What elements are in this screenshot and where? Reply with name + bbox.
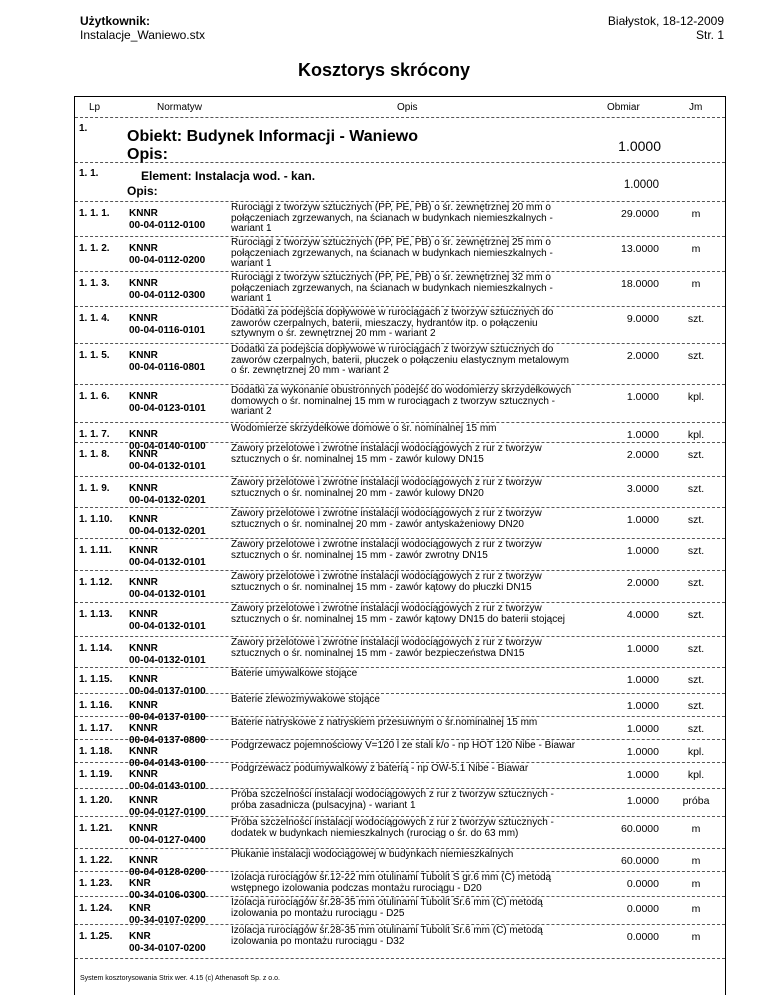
- row-opis: Zawory przelotowe i zwrotne instalacji wodociągowych z rur z tworzyw sztucznych o śr. nominalnej 15 mm - zawór kulowy DN15: [231, 443, 542, 465]
- row-obmiar: 1.0000: [626, 545, 659, 557]
- table-row: [75, 897, 725, 925]
- normatyw-code: 00-04-0112-0100: [129, 220, 206, 231]
- row-jm: szt.: [687, 483, 705, 495]
- row-lp: 1. 1.24.: [79, 903, 113, 914]
- normatyw-code: 00-34-0107-0200: [129, 915, 206, 926]
- row-obmiar: 4.0000: [626, 609, 659, 621]
- table-row: [75, 508, 725, 539]
- table-row: [75, 849, 725, 878]
- row-obmiar: 13.0000: [621, 243, 659, 255]
- row-lp: 1. 1.14.: [79, 643, 113, 654]
- col-jm: Jm: [689, 102, 703, 113]
- row-jm: m: [691, 878, 701, 890]
- row-normatyw: [129, 903, 229, 927]
- row-obmiar: 1.0000: [626, 723, 659, 735]
- row-lp: 1. 1.23.: [79, 878, 113, 889]
- row-lp: 1. 1.10.: [79, 514, 113, 525]
- row-obmiar: 60.0000: [621, 823, 659, 835]
- row-normatyw: [129, 243, 229, 267]
- row-jm: szt.: [687, 577, 705, 589]
- row-lp: 1. 1. 2.: [79, 243, 110, 254]
- row-opis: Próba szczelności instalacji wodociągowych z rur z tworzyw sztucznych - próba zasadnicza (pulsacyjna) - wariant 1: [231, 789, 554, 811]
- row-lp: 1. 1. 1.: [79, 208, 110, 219]
- table-header: [75, 97, 725, 118]
- row-opis: Izolacja rurociągów śr.28-35 mm otulinami Tubolit Sr.6 mm (C) metodą izolowania po montażu rurociągu - D32: [231, 925, 543, 947]
- row-lp: 1. 1.17.: [79, 723, 113, 734]
- row-opis: Zawory przelotowe i zwrotne instalacji wodociągowych z rur z tworzyw sztucznych o śr. nominalnej 20 mm - zawór kulowy DN20: [231, 477, 542, 499]
- row-opis: Dodatki za podejścia dopływowe w rurociągach z tworzyw sztucznych do zaworów czerpalnych, baterii, mieszaczy, hydrantów itp. o połączeniu sztywnym o śr. zewnętrznej 20 mm - wariant 2: [231, 307, 554, 339]
- row-jm: kpl.: [687, 391, 705, 403]
- normatyw-catalog: KNNR: [129, 700, 158, 711]
- normatyw-code: 00-04-0137-0800: [129, 735, 206, 746]
- row-jm: m: [691, 855, 701, 867]
- table-row: [75, 603, 725, 637]
- row-lp: 1. 1.18.: [79, 746, 113, 757]
- element-obmiar: 1.0000: [623, 179, 659, 191]
- normatyw-code: 00-04-0132-0201: [129, 495, 206, 506]
- row-lp: 1. 1. 5.: [79, 350, 110, 361]
- element-title: [127, 169, 315, 199]
- row-lp: 1. 1. 3.: [79, 278, 110, 289]
- normatyw-catalog: KNNR: [129, 823, 158, 834]
- normatyw-code: 00-04-0137-0100: [129, 712, 206, 723]
- object-obmiar: 1.0000: [618, 138, 661, 154]
- table-row: [75, 344, 725, 385]
- row-normatyw: [129, 278, 229, 302]
- normatyw-code: 00-04-0132-0101: [129, 557, 206, 568]
- row-lp: 1. 1. 7.: [79, 429, 110, 440]
- row-lp: 1. 1. 9.: [79, 483, 110, 494]
- normatyw-code: 00-04-0132-0101: [129, 621, 206, 632]
- normatyw-code: 00-04-0132-0201: [129, 526, 206, 537]
- row-obmiar: 3.0000: [626, 483, 659, 495]
- normatyw-catalog: KNNR: [129, 577, 158, 588]
- footer: System kosztorysowania Strix wer. 4.15 (c) Athenasoft Sp. z o.o.: [80, 975, 280, 982]
- normatyw-code: 00-04-0132-0101: [129, 589, 206, 600]
- row-jm: kpl.: [687, 746, 705, 758]
- row-jm: szt.: [687, 723, 705, 735]
- row-lp: 1. 1.25.: [79, 931, 113, 942]
- row-obmiar: 0.0000: [626, 878, 659, 890]
- row-opis: Izolacja rurociągów śr.12-22 mm otulinami Tubolit S gr.6 mm (C) metodą wstępnego izolowania podczas montażu rurociągu - D20: [231, 872, 552, 894]
- row-normatyw: [129, 514, 229, 538]
- normatyw-code: 00-04-0116-0101: [129, 325, 206, 336]
- element-lp: 1. 1.: [79, 168, 99, 179]
- row-obmiar: 1.0000: [626, 514, 659, 526]
- normatyw-code: 00-04-0132-0101: [129, 655, 206, 666]
- header-left: [80, 14, 205, 42]
- row-normatyw: [129, 931, 229, 955]
- row-jm: szt.: [687, 643, 705, 655]
- table-row: [75, 237, 725, 272]
- table-row: [75, 789, 725, 817]
- row-obmiar: 1.0000: [626, 391, 659, 403]
- document-title: Kosztorys skrócony: [297, 60, 471, 80]
- row-opis: Rurociągi z tworzyw sztucznych (PP, PE, PB) o śr. zewnętrznej 25 mm o połączeniach zgrzewanych, na ścianach w budynkach niemieszkalnych - wariant 1: [231, 237, 553, 269]
- normatyw-catalog: KNNR: [129, 483, 158, 494]
- row-normatyw: [129, 350, 229, 374]
- row-jm: m: [691, 243, 701, 255]
- normatyw-catalog: KNNR: [129, 391, 158, 402]
- row-lp: 1. 1.19.: [79, 769, 113, 780]
- normatyw-catalog: KNNR: [129, 278, 158, 289]
- normatyw-catalog: KNNR: [129, 350, 158, 361]
- normatyw-code: 00-04-0137-0100: [129, 686, 206, 697]
- row-lp: 1. 1.22.: [79, 855, 113, 866]
- row-jm: m: [691, 278, 701, 290]
- row-opis: Baterie natryskowe z natryskiem przesuwnym o śr.nominalnej 15 mm: [231, 717, 538, 728]
- object-title: [127, 128, 418, 164]
- row-obmiar: 1.0000: [626, 795, 659, 807]
- row-jm: szt.: [687, 700, 705, 712]
- normatyw-code: 00-04-0127-0400: [129, 835, 206, 846]
- row-jm: szt.: [687, 350, 705, 362]
- table-row: [75, 571, 725, 603]
- row-obmiar: 1.0000: [626, 700, 659, 712]
- file-name: Instalacje_Waniewo.stx: [80, 28, 205, 42]
- normatyw-catalog: KNNR: [129, 449, 158, 460]
- table-row: [75, 272, 725, 307]
- row-normatyw: [129, 483, 229, 507]
- normatyw-code: 00-04-0112-0300: [129, 290, 206, 301]
- row-normatyw: [129, 823, 229, 847]
- row-opis: Zawory przelotowe i zwrotne instalacji wodociągowych z rur z tworzyw sztucznych o śr. nominalnej 15 mm - zawór kątowy DN15 do baterii stojącej: [231, 603, 566, 625]
- row-obmiar: 29.0000: [621, 208, 659, 220]
- row-opis: Zawory przelotowe i zwrotne instalacji wodociągowych z rur z tworzyw sztucznych o śr. nominalnej 15 mm - zawór kątowy do płuczki DN15: [231, 571, 542, 593]
- normatyw-code: 00-04-0143-0100: [129, 781, 206, 792]
- row-obmiar: 1.0000: [626, 674, 659, 686]
- row-jm: m: [691, 208, 701, 220]
- row-lp: 1. 1.11.: [79, 545, 112, 556]
- table-row: [75, 817, 725, 849]
- table-row: [75, 477, 725, 508]
- page-number: Str. 1: [695, 28, 724, 42]
- row-normatyw: [129, 577, 229, 601]
- row-lp: 1. 1.13.: [79, 609, 113, 620]
- row-jm: m: [691, 823, 701, 835]
- row-lp: 1. 1.12.: [79, 577, 113, 588]
- row-opis: Podgrzewacz pojemnościowy V=120 l ze stali k/o - np HOT 120 Nibe - Biawar: [231, 740, 576, 751]
- row-opis: Zawory przelotowe i zwrotne instalacji wodociągowych z rur z tworzyw sztucznych o śr. nominalnej 15 mm - zawór bezpieczeństwa DN15: [231, 637, 542, 659]
- row-jm: m: [691, 903, 701, 915]
- user-label: Użytkownik:: [80, 14, 151, 28]
- normatyw-catalog: KNNR: [129, 723, 158, 734]
- normatyw-catalog: KNR: [129, 903, 151, 914]
- table-row: [75, 637, 725, 668]
- row-obmiar: 60.0000: [621, 855, 659, 867]
- row-obmiar: 1.0000: [626, 429, 659, 441]
- table-row: [75, 423, 725, 452]
- row-opis: Podgrzewacz podumywalkowy z baterią - np OW-5.1 Nibe - Biawar: [231, 763, 529, 774]
- element-row: [75, 163, 725, 202]
- element-name: Element: Instalacja wod. - kan.: [141, 169, 316, 183]
- row-jm: próba: [682, 795, 710, 807]
- object-row: [75, 118, 725, 163]
- normatyw-code: 00-04-0128-0200: [129, 867, 206, 878]
- normatyw-code: 00-34-0106-0300: [129, 890, 206, 901]
- col-normatyw: Normatyw: [157, 102, 203, 113]
- object-opis: Opis:: [127, 146, 168, 163]
- row-opis: Płukanie instalacji wodociągowej w budynkach niemieszkalnych: [231, 849, 514, 860]
- row-opis: Próba szczelności instalacji wodociągowych z rur z tworzyw sztucznych - dodatek w budynkach niemieszkalnych (rurociąg o śr. do 63 mm): [231, 817, 554, 839]
- row-obmiar: 1.0000: [626, 746, 659, 758]
- table-row: [75, 763, 725, 792]
- row-opis: Izolacja rurociągów śr.28-35 mm otulinami Tubolit Sr.6 mm (C) metodą izolowania po montażu rurociągu - D25: [231, 897, 543, 919]
- normatyw-code: 00-04-0140-0100: [129, 441, 206, 452]
- place-date: Białystok, 18-12-2009: [607, 14, 724, 28]
- normatyw-catalog: KNNR: [129, 243, 158, 254]
- row-opis: Rurociągi z tworzyw sztucznych (PP, PE, PB) o śr. zewnętrznej 32 mm o połączeniach zgrzewanych, na ścianach w budynkach niemieszkalnych - wariant 1: [231, 272, 553, 304]
- estimate-table: [74, 96, 726, 995]
- row-obmiar: 1.0000: [626, 769, 659, 781]
- normatyw-catalog: KNNR: [129, 514, 158, 525]
- normatyw-code: 00-04-0143-0100: [129, 758, 206, 769]
- row-obmiar: 9.0000: [626, 313, 659, 325]
- normatyw-code: 00-34-0107-0200: [129, 943, 206, 954]
- row-obmiar: 2.0000: [626, 577, 659, 589]
- table-row: [75, 925, 725, 959]
- row-opis: Dodatki za wykonanie obustronnych podejść do wodomierzy skrzydełkowych domowych o śr. nominalnej 15 mm w rurociągach z tworzyw sztucznych - wariant 2: [231, 385, 572, 417]
- normatyw-catalog: KNR: [129, 878, 151, 889]
- table-row: [75, 668, 725, 697]
- row-normatyw: [129, 609, 229, 633]
- table-row: [75, 307, 725, 344]
- row-lp: 1. 1. 8.: [79, 449, 110, 460]
- object-name: Obiekt: Budynek Informacji - Waniewo: [127, 128, 418, 145]
- row-jm: szt.: [687, 609, 705, 621]
- row-normatyw: [129, 449, 229, 473]
- row-lp: 1. 1. 6.: [79, 391, 110, 402]
- row-opis: Dodatki za podejścia dopływowe w rurociągach z tworzyw sztucznych do zaworów czerpalnych, baterii, płuczek o połączeniu elastycznym metalowym o śr. zewnętrznej 20 mm - wariant 2: [231, 344, 569, 376]
- row-jm: szt.: [687, 674, 705, 686]
- row-jm: szt.: [687, 449, 705, 461]
- normatyw-catalog: KNNR: [129, 855, 158, 866]
- row-opis: Rurociągi z tworzyw sztucznych (PP, PE, PB) o śr. zewnętrznej 20 mm o połączeniach zgrzewanych, na ścianach w budynkach niemieszkalnych - wariant 1: [231, 202, 553, 234]
- normatyw-code: 00-04-0116-0801: [129, 362, 206, 373]
- element-opis: Opis:: [127, 184, 158, 198]
- row-normatyw: [129, 208, 229, 232]
- normatyw-catalog: KNNR: [129, 545, 158, 556]
- row-normatyw: [129, 545, 229, 569]
- row-lp: 1. 1.21.: [79, 823, 113, 834]
- row-jm: m: [691, 931, 701, 943]
- row-jm: szt.: [687, 545, 705, 557]
- row-obmiar: 2.0000: [626, 449, 659, 461]
- table-row: [75, 385, 725, 423]
- normatyw-catalog: KNNR: [129, 795, 158, 806]
- normatyw-catalog: KNNR: [129, 313, 158, 324]
- row-normatyw: [129, 795, 229, 819]
- header-right: [608, 14, 724, 42]
- normatyw-code: 00-04-0112-0200: [129, 255, 206, 266]
- row-jm: szt.: [687, 313, 705, 325]
- normatyw-catalog: KNNR: [129, 208, 158, 219]
- row-opis: Wodomierze skrzydełkowe domowe o śr. nominalnej 15 mm: [231, 423, 497, 434]
- normatyw-code: 00-04-0132-0101: [129, 461, 206, 472]
- row-opis: Zawory przelotowe i zwrotne instalacji wodociągowych z rur z tworzyw sztucznych o śr. nominalnej 15 mm - zawór zwrotny DN15: [231, 539, 542, 561]
- row-normatyw: [129, 313, 229, 337]
- normatyw-catalog: KNNR: [129, 746, 158, 757]
- row-obmiar: 1.0000: [626, 643, 659, 655]
- row-jm: szt.: [687, 514, 705, 526]
- row-obmiar: 0.0000: [626, 903, 659, 915]
- table-row: [75, 202, 725, 237]
- table-row: [75, 539, 725, 571]
- normatyw-catalog: KNNR: [129, 429, 158, 440]
- row-normatyw: [129, 391, 229, 415]
- normatyw-code: 00-04-0127-0100: [129, 807, 206, 818]
- row-obmiar: 0.0000: [626, 931, 659, 943]
- row-lp: 1. 1. 4.: [79, 313, 110, 324]
- normatyw-catalog: KNR: [129, 931, 151, 942]
- object-lp: 1.: [79, 123, 88, 134]
- row-opis: Zawory przelotowe i zwrotne instalacji wodociągowych z rur z tworzyw sztucznych o śr. nominalnej 20 mm - zawór antyskażeniowy DN20: [231, 508, 542, 530]
- row-opis: Baterie zlewozmywakowe stojące: [231, 694, 380, 705]
- row-normatyw: [129, 643, 229, 667]
- row-lp: 1. 1.15.: [79, 674, 113, 685]
- normatyw-catalog: KNNR: [129, 643, 158, 654]
- col-lp: Lp: [89, 102, 101, 113]
- row-jm: kpl.: [687, 769, 705, 781]
- normatyw-code: 00-04-0123-0101: [129, 403, 206, 414]
- row-lp: 1. 1.16.: [79, 700, 113, 711]
- normatyw-catalog: KNNR: [129, 609, 158, 620]
- row-jm: kpl.: [687, 429, 705, 441]
- col-opis: Opis: [397, 102, 418, 113]
- row-obmiar: 2.0000: [626, 350, 659, 362]
- row-opis: Baterie umywalkowe stojące: [231, 668, 358, 679]
- row-obmiar: 18.0000: [621, 278, 659, 290]
- table-row: [75, 443, 725, 477]
- normatyw-catalog: KNNR: [129, 769, 158, 780]
- row-lp: 1. 1.20.: [79, 795, 113, 806]
- table-row: [75, 872, 725, 901]
- normatyw-catalog: KNNR: [129, 674, 158, 685]
- col-obmiar: Obmiar: [607, 102, 640, 113]
